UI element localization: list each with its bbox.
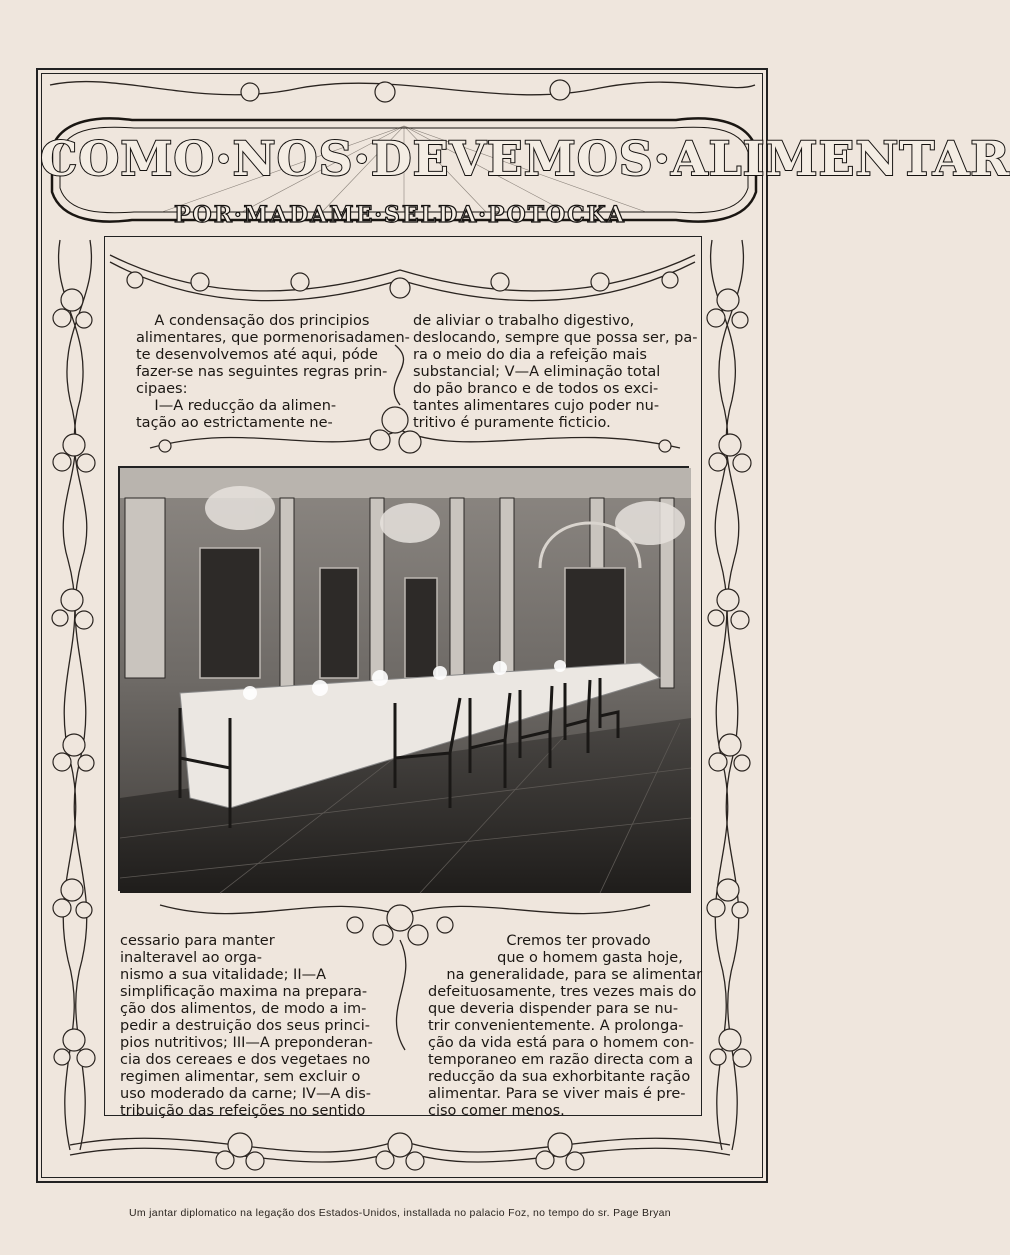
author-byline: POR·MADAME·SELDA·POTOCKA	[174, 202, 626, 228]
photo-image	[120, 468, 691, 893]
article-title: COMO·NOS·DEVEMOS·ALIMENTAR	[40, 132, 1010, 187]
article-text-bottom-left: cessario para manter inalteravel ao orga- nismo a sua vitalidade; II—A simplificação maxima na prepara- ção dos alimentos, de modo a im- pedir a destruição dos seus princi- pios nutritivos; III—A preponderan- cia dos cereaes e dos vegetaes no regimen alimentar, sem excluir o uso moderado da carne; IV—A dis- tribuição das refeições no sentido	[120, 933, 373, 1119]
photo-caption: Um jantar diplomatico na legação dos Estados-Unidos, installada no palacio Foz, no tempo do sr. Page Bryan	[129, 1207, 671, 1219]
article-text-bottom-right: Cremos ter provado que o homem gasta hoje, na generalidade, para se alimentar defeituosamente, tres vezes mais do que deveria dispender para se nu- trir convenientemente. A prolonga- ção da vida está para o homem con- temporaneo em razão directa com a reducção da sua exhorbitante ração alimentar. Para se viver mais é pre- ciso comer menos.	[428, 933, 703, 1119]
article-text-top-left: A condensação dos principios alimentares, que pormenorisadamen- te desenvolvemos até aqui, póde fazer-se nas seguintes regras prin- cipaes: I—A reducção da alimen- tação ao estrictamente ne-	[136, 313, 410, 431]
article-text-top-right: de aliviar o trabalho digestivo, deslocando, sempre que possa ser, pa- ra o meio do dia a refeição mais substancial; V—A eliminação total do pão branco e de todos os exci- tantes alimentares cujo poder nu- tritivo é puramente ficticio.	[413, 313, 698, 431]
banquet-hall-photo	[118, 466, 689, 891]
